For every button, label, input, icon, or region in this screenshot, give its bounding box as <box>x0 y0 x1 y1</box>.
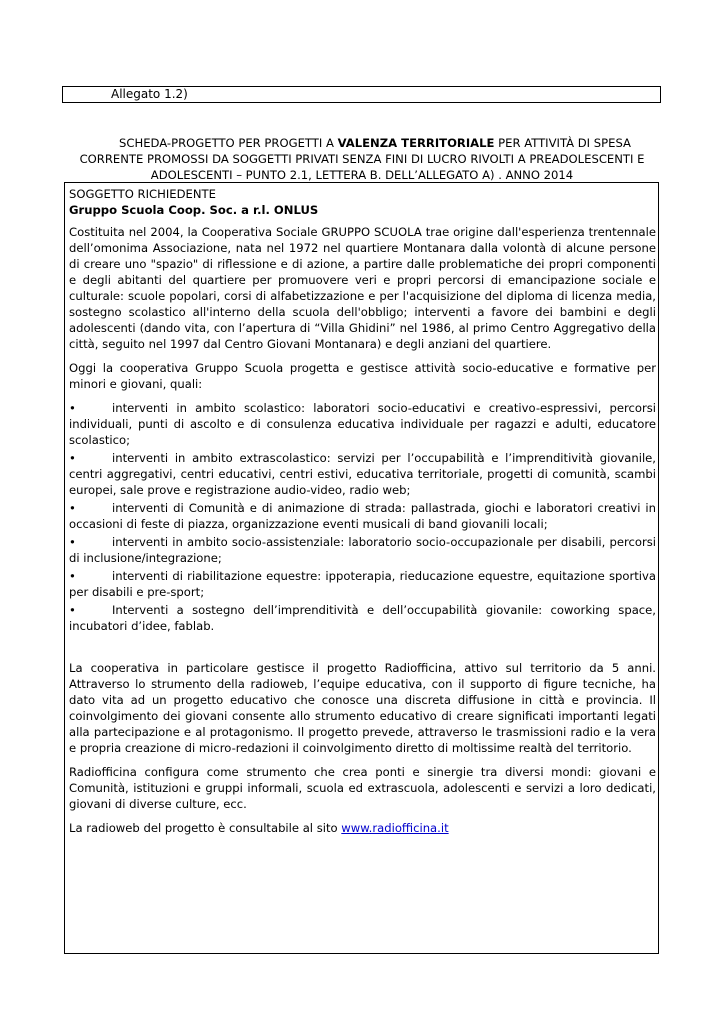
bullet-icon: • <box>69 603 76 617</box>
list-item-text: interventi di Comunità e di animazione di strada: pallastrada, giochi e laboratori creativi in occasioni di feste di piazza, organizzazione eventi musicali di band giovanili locali; <box>69 501 656 531</box>
spacer <box>69 636 658 660</box>
header-line-1 <box>70 135 654 151</box>
list-item-text: interventi in ambito extrascolastico: servizi per l’occupabilità e l’imprenditività giovanile, centri aggregativi, centri educativi, centri estivi, educativa territoriale, progetti di comunità, scambi europei, sale prove e registrazione audio-video, radio web; <box>69 451 656 497</box>
allegato-label: Allegato 1.2) <box>62 86 661 103</box>
list-item <box>69 500 658 532</box>
header-line-3: ADOLESCENTI – PUNTO 2.1, LETTERA B. DELL’ALLEGATO A) . ANNO 2014 <box>150 168 574 182</box>
radioweb-text: La radioweb del progetto è consultabile al sito <box>69 821 342 835</box>
list-item-text: interventi in ambito socio-assistenziale: laboratorio socio-occupazionale per disabili, percorsi di inclusione/integrazione; <box>69 535 656 565</box>
radioweb-line <box>69 820 658 836</box>
list-item <box>69 534 658 566</box>
list-item-text: Interventi a sostegno dell’imprenditività e dell’occupabilità giovanile: coworking space, incubatori d’idee, fablab. <box>69 603 656 633</box>
radiofficina-link[interactable]: www.radiofficina.it <box>341 821 449 835</box>
section-label: SOGGETTO RICHIEDENTE <box>69 187 216 201</box>
intro-paragraph: Costituita nel 2004, la Cooperativa Sociale GRUPPO SCUOLA trae origine dall'esperienza trentennale dell’omonima Associazione, nata nel 1972 nel quartiere Montanara dalla volontà di alcune persone di creare uno "spazio" di riflessione e di azione, a partire dalle problematiche dei propri componenti e degli abitanti del quartiere per promuovere veri e propri percorsi di emancipazione sociale e culturale: scuole popolari, corsi di alfabetizzazione e per l'acquisizione del diploma di licenza media, sostegno scolastico all'interno della scuola dell'obbligo; interventi a favore dei bambini e degli adolescenti (dando vita, con l’apertura di “Villa Ghidini” nel 1986, al primo Centro Aggregativo della città, seguito nel 1997 dal Centro Giovani Montanara) e degli anziani del quartiere. <box>69 225 656 351</box>
list-item <box>69 450 658 498</box>
activities-intro: Oggi la cooperativa Gruppo Scuola progetta e gestisce attività socio-educative e formative per minori e giovani, quali: <box>69 361 656 391</box>
header-line-2: CORRENTE PROMOSSI DA SOGGETTI PRIVATI SENZA FINI DI LUCRO RIVOLTI A PREADOLESCENTI E <box>79 152 645 166</box>
bullet-icon: • <box>69 501 76 515</box>
header-prefix: SCHEDA-PROGETTO PER PROGETTI A <box>119 136 338 150</box>
activities-list <box>69 400 658 634</box>
document-header <box>70 135 654 183</box>
header-suffix: PER ATTIVITÀ DI SPESA <box>494 136 631 150</box>
organization-name: Gruppo Scuola Coop. Soc. a r.l. ONLUS <box>69 203 319 217</box>
list-item-text: interventi di riabilitazione equestre: ippoterapia, rieducazione equestre, equitazione sportiva per disabili e pre-sport; <box>69 569 656 599</box>
header-bold: VALENZA TERRITORIALE <box>337 136 495 150</box>
list-item <box>69 568 658 600</box>
bullet-icon: • <box>69 569 76 583</box>
bullet-icon: • <box>69 401 76 415</box>
radiofficina-paragraph: La cooperativa in particolare gestisce il progetto Radiofficina, attivo sul territorio da 5 anni. Attraverso lo strumento della radioweb, l’equipe educativa, con il supporto di figure tecniche, ha dato vita ad un progetto educativo che conosce una discreta diffusione in città e provincia. Il coinvolgimento dei giovani consente allo strumento educativo di creare significati importanti legati alla partecipazione e al protagonismo. Il progetto prevede, attraverso le trasmissioni radio e la vera e propria creazione di micro-redazioni il coinvolgimento diretto di moltissime realtà del territorio. <box>69 661 656 755</box>
list-item <box>69 400 658 448</box>
bullet-icon: • <box>69 451 76 465</box>
radiofficina-paragraph-2: Radiofficina configura come strumento che crea ponti e sinergie tra diversi mondi: giovani e Comunità, istituzioni e gruppi informali, scuola ed extrascuola, adolescenti e servizi a loro dedicati, giovani di diverse culture, ecc. <box>69 765 656 811</box>
list-item-text: interventi in ambito scolastico: laboratori socio-educativi e creativo-espressivi, percorsi individuali, punti di ascolto e di consulenza educativa individuale per ragazzi e adulti, educatore scolastico; <box>69 401 656 447</box>
list-item <box>69 602 658 634</box>
applicant-box <box>64 182 659 954</box>
bullet-icon: • <box>69 535 76 549</box>
